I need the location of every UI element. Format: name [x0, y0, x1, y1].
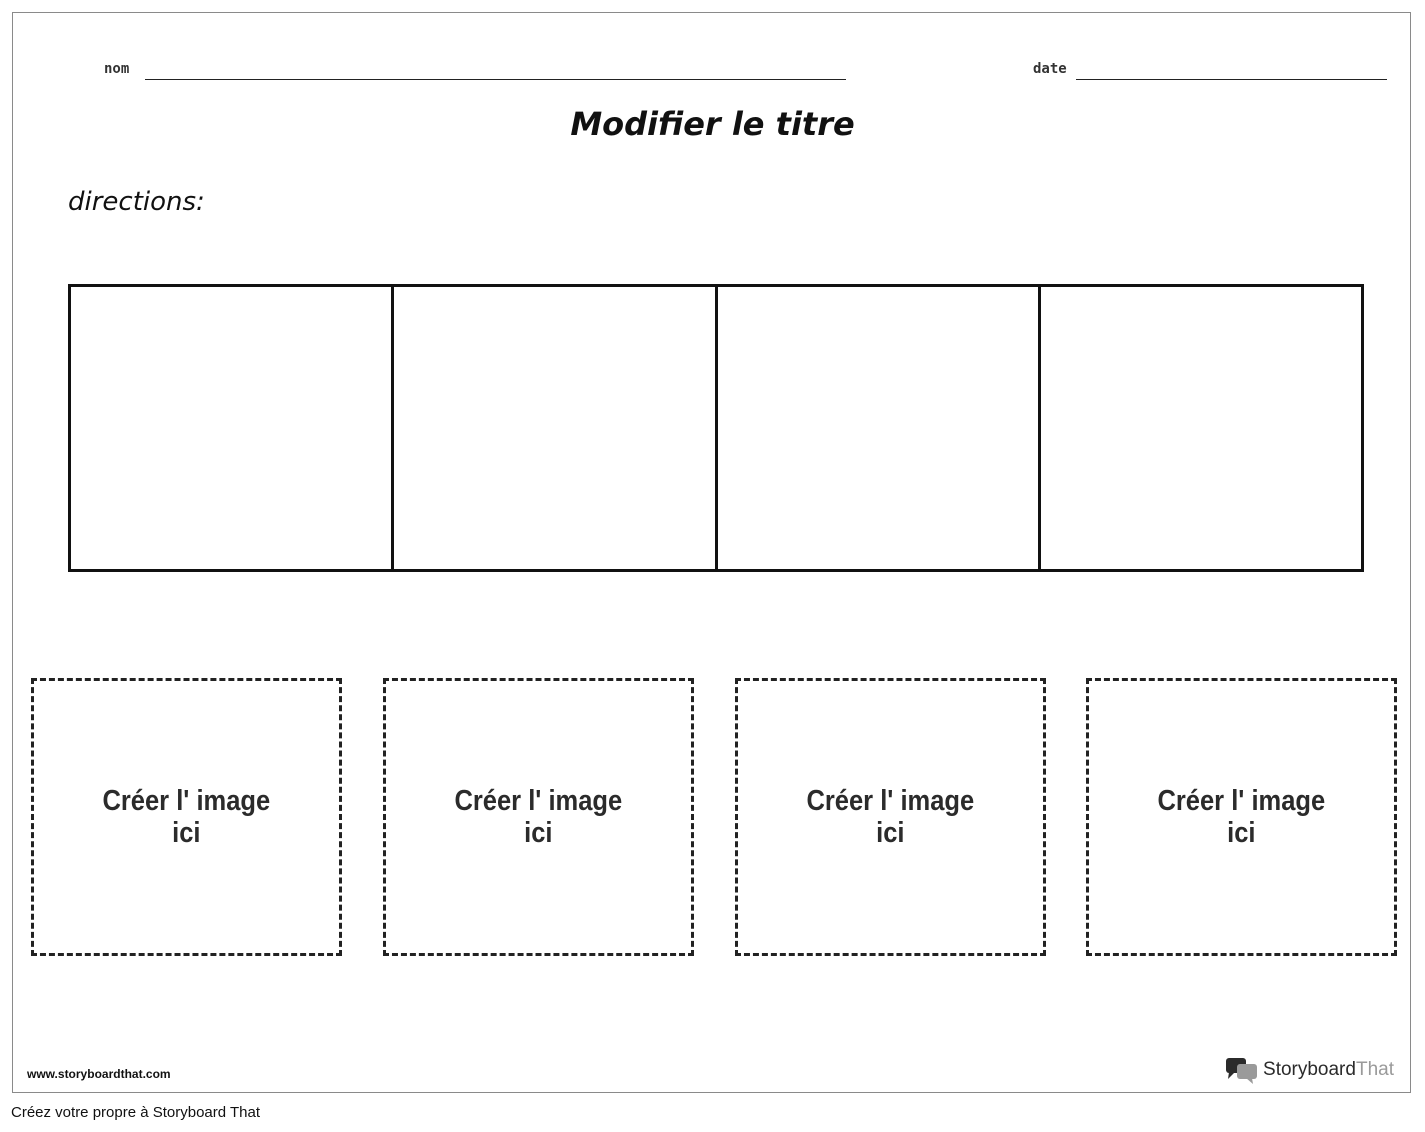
name-label: nom: [104, 61, 130, 77]
image-placeholder-2[interactable]: [383, 678, 694, 956]
image-placeholder-4[interactable]: [1086, 678, 1397, 956]
footer-link[interactable]: Créez votre propre à Storyboard That: [11, 1104, 261, 1121]
brand-name-part2: That: [1355, 1059, 1394, 1080]
worksheet: [12, 12, 1411, 1093]
website-url: www.storyboardthat.com: [27, 1067, 171, 1081]
image-placeholder-3[interactable]: [735, 678, 1046, 956]
storyboard-panel-2[interactable]: [391, 287, 714, 569]
worksheet-title[interactable]: Modifier le titre: [570, 105, 855, 143]
image-placeholder-text: Créer l' image ici: [454, 785, 623, 849]
storyboard-panel-4[interactable]: [1038, 287, 1361, 569]
date-line[interactable]: [1076, 79, 1387, 80]
speech-bubbles-icon: [1225, 1056, 1259, 1084]
name-line[interactable]: [145, 79, 846, 80]
storyboard-panel-1[interactable]: [71, 287, 391, 569]
storyboard-panels: [68, 284, 1364, 572]
date-label: date: [1033, 61, 1067, 77]
storyboardthat-logo: [1225, 1056, 1394, 1084]
image-placeholder-text: Créer l' image ici: [806, 785, 975, 849]
storyboard-panel-3[interactable]: [715, 287, 1038, 569]
image-placeholder-text: Créer l' image ici: [1157, 785, 1326, 849]
directions-label[interactable]: directions:: [68, 187, 205, 217]
image-placeholder-text: Créer l' image ici: [102, 785, 271, 849]
image-placeholder-1[interactable]: [31, 678, 342, 956]
brand-name-part1: Storyboard: [1263, 1059, 1356, 1080]
